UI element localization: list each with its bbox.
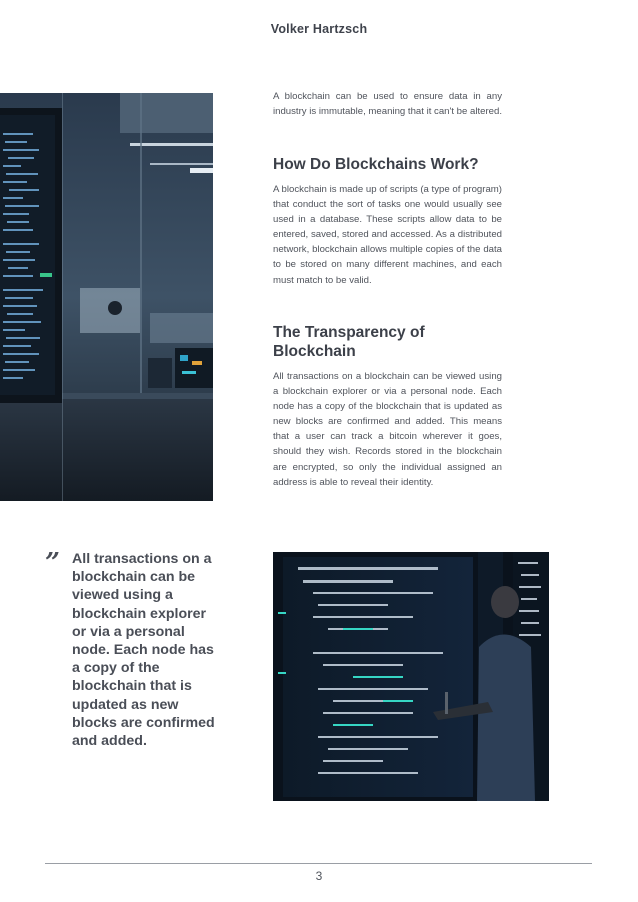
intro-paragraph: A blockchain can be used to ensure data in any industry is immutable, meaning that it can't be altered. [273, 91, 502, 118]
section-paragraph: A blockchain is made up of scripts (a type of program) that conduct the sort of tasks one would usually see used in a database. These scripts allow data to be entered, saved, stored and accessed. As a distributed network, blockchain allows multiple copies of the data to be stored on many different machines, and each must match to be valid. [273, 184, 502, 286]
section-paragraph: All transactions on a blockchain can be viewed using a blockchain explorer or via a personal node. Each node has a copy of the blockchain that is updated as new blocks are confirmed and added. This means that a user can track a bitcoin wherever it goes, should they wish. Records stored in the blockchain are encrypted, so only the individual assigned an address is able to reveal their identity. [273, 371, 502, 488]
section-heading: How Do Blockchains Work? [273, 156, 479, 173]
page-number: 3 [315, 869, 323, 883]
developer-code-screens-photo [273, 552, 549, 801]
section-heading: The Transparency of Blockchain [273, 324, 425, 360]
footer-divider [45, 863, 592, 864]
author-name: Volker Hartzsch [270, 22, 368, 36]
section-how-blockchains-work [273, 155, 502, 288]
section-transparency [273, 323, 502, 490]
quote-mark-icon: ” [45, 548, 60, 578]
office-monitor-photo [0, 93, 213, 501]
pull-quote: All transactions on a blockchain can be viewed using a blockchain explorer or via a personal node. Each node has a copy of the blockchain that is updated as new blocks are confirmed and added. [72, 551, 215, 750]
intro-block [273, 89, 502, 119]
